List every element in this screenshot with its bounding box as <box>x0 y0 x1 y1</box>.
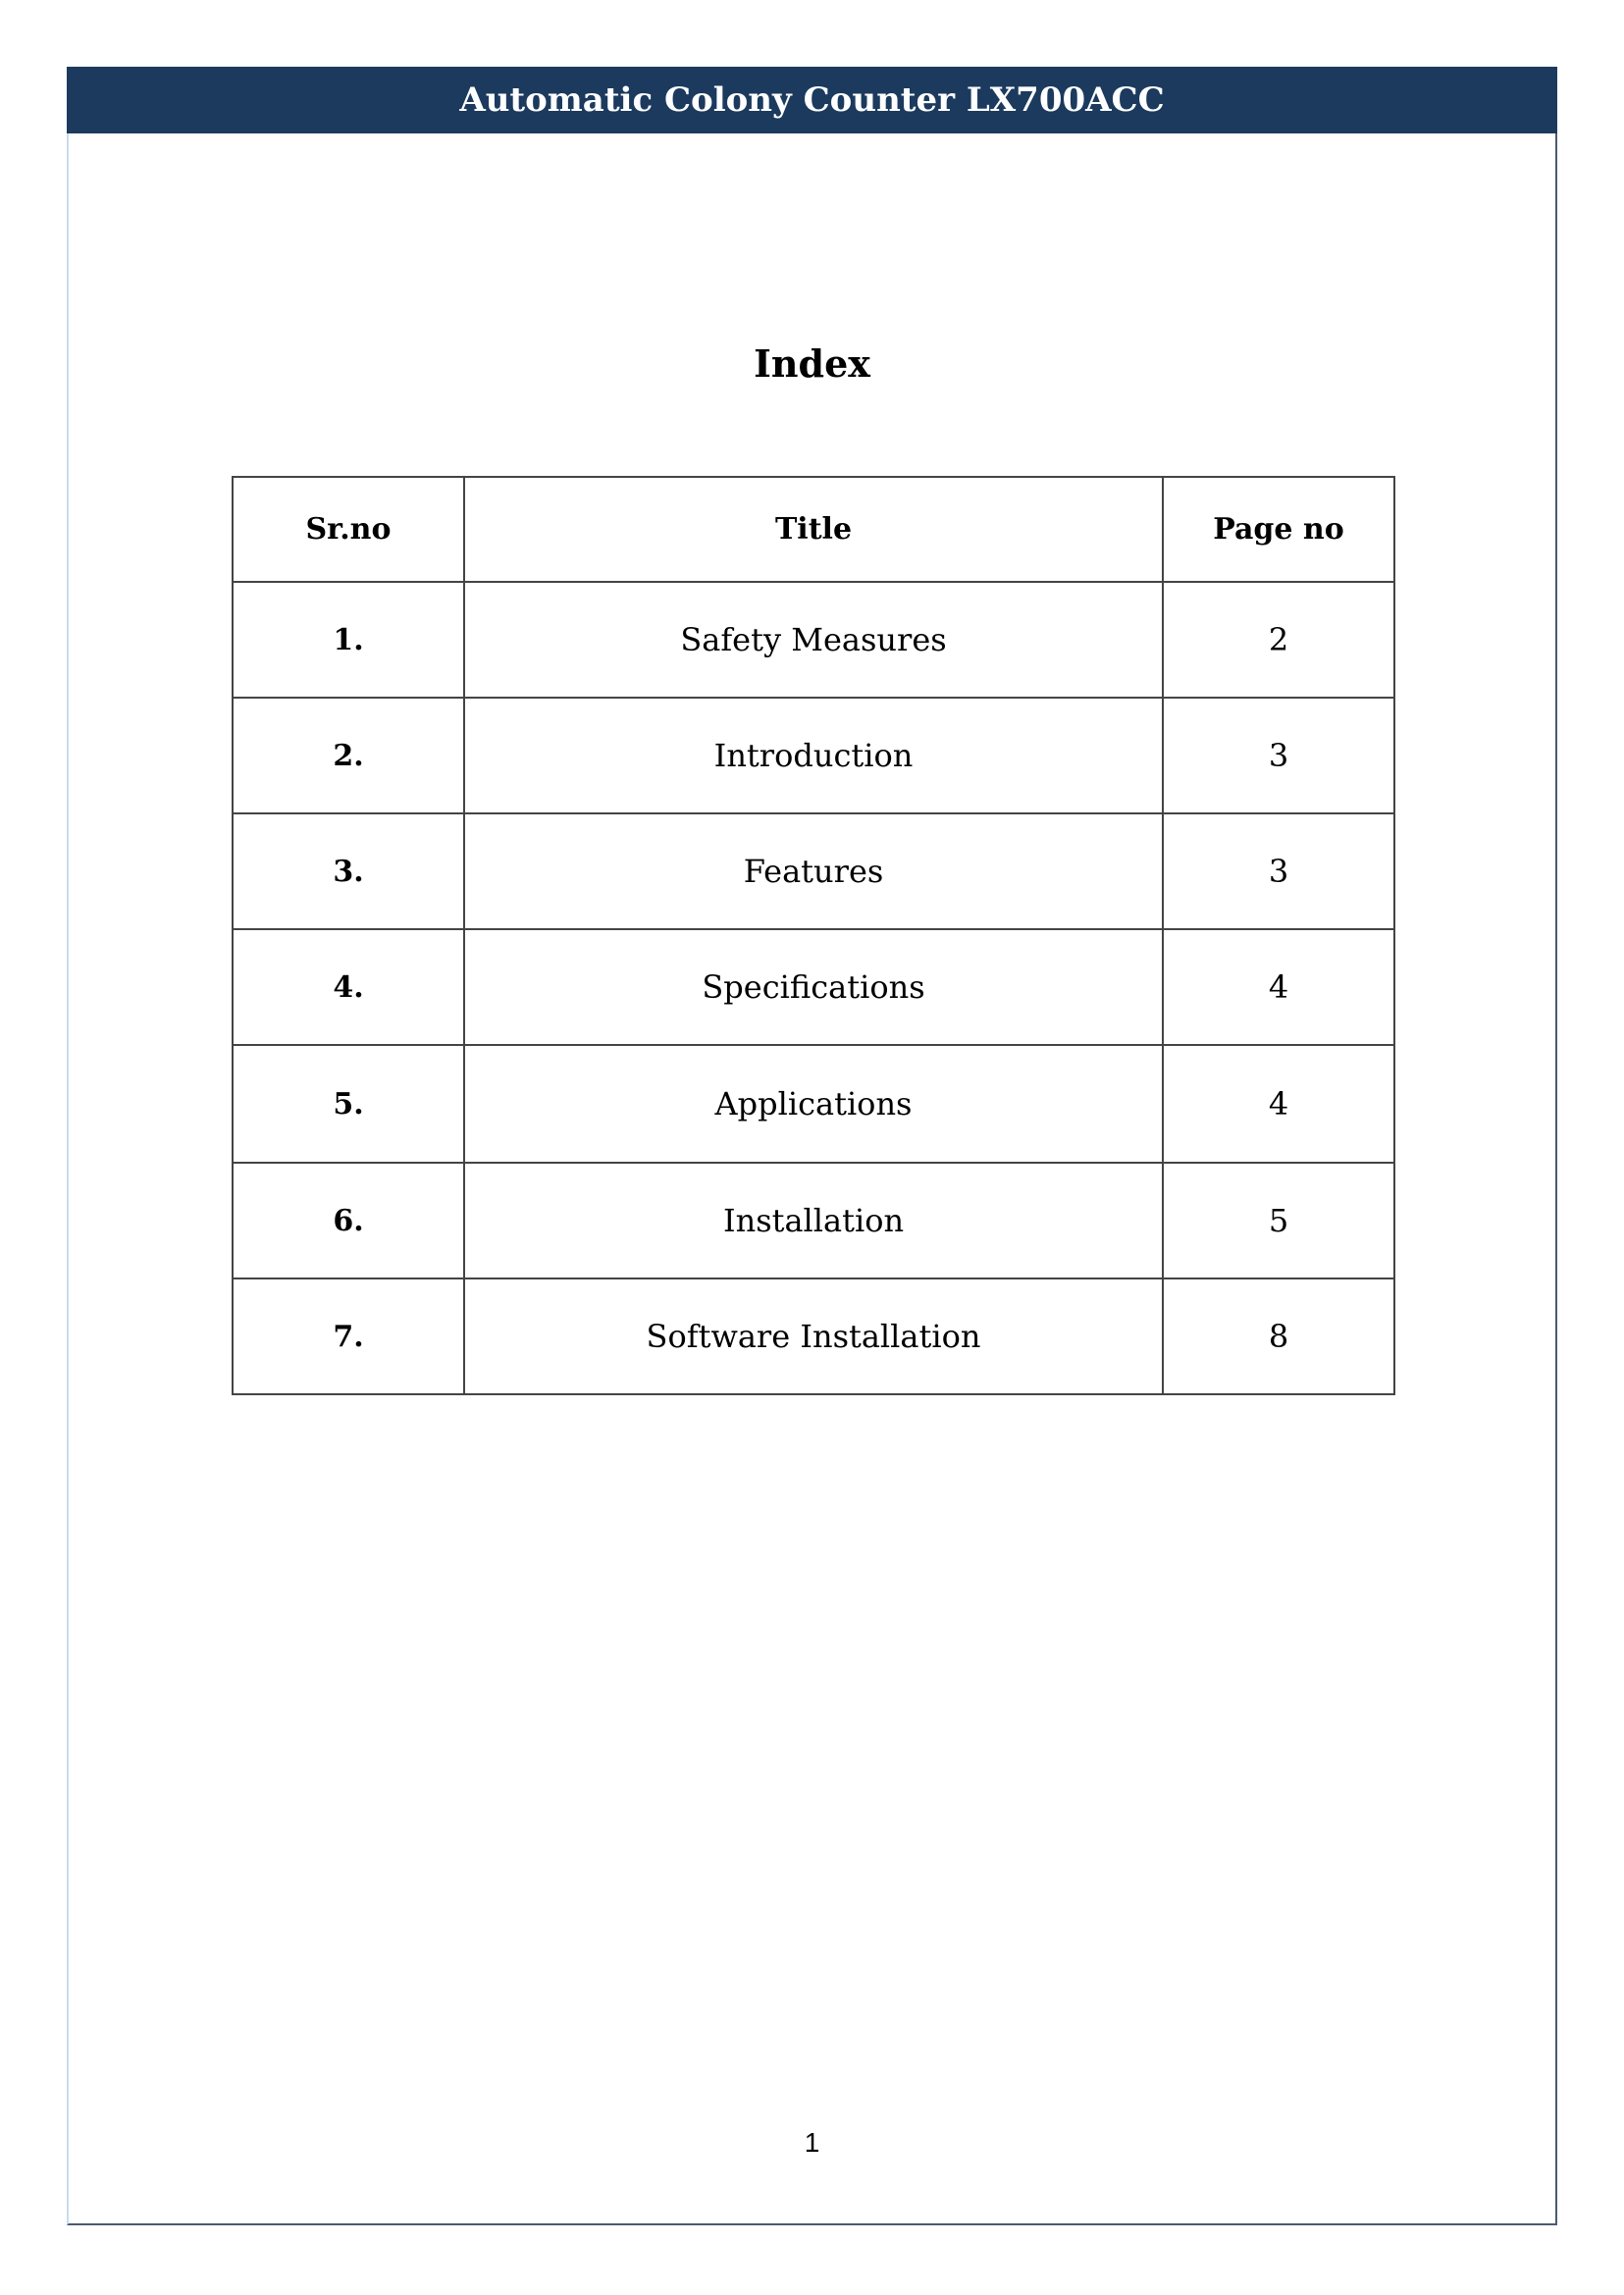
row-page-no: 5 <box>1163 1163 1394 1278</box>
table-row <box>233 1163 1394 1278</box>
row-srno: 3. <box>233 813 464 929</box>
table-row <box>233 929 1394 1045</box>
table-row <box>233 698 1394 813</box>
column-header-srno: Sr.no <box>233 477 464 582</box>
row-page-no: 3 <box>1163 813 1394 929</box>
row-page-no: 2 <box>1163 582 1394 698</box>
row-page-no: 3 <box>1163 698 1394 813</box>
row-title: Installation <box>464 1163 1163 1278</box>
table-header-row <box>233 477 1394 582</box>
row-srno: 4. <box>233 929 464 1045</box>
column-header-title: Title <box>464 477 1163 582</box>
index-table <box>232 476 1395 1395</box>
row-srno: 7. <box>233 1278 464 1394</box>
row-title: Applications <box>464 1045 1163 1163</box>
document-header <box>67 67 1557 133</box>
column-header-page-no: Page no <box>1163 477 1394 582</box>
row-page-no: 8 <box>1163 1278 1394 1394</box>
row-srno: 5. <box>233 1045 464 1163</box>
document-title: Automatic Colony Counter LX700ACC <box>459 80 1165 120</box>
row-page-no: 4 <box>1163 929 1394 1045</box>
page-number: 1 <box>804 2127 820 2158</box>
table-row <box>233 813 1394 929</box>
row-title: Features <box>464 813 1163 929</box>
row-srno: 1. <box>233 582 464 698</box>
row-title: Safety Measures <box>464 582 1163 698</box>
row-page-no: 4 <box>1163 1045 1394 1163</box>
row-title: Specifications <box>464 929 1163 1045</box>
table-row <box>233 1278 1394 1394</box>
row-title: Introduction <box>464 698 1163 813</box>
row-srno: 6. <box>233 1163 464 1278</box>
row-srno: 2. <box>233 698 464 813</box>
index-heading: Index <box>754 341 870 386</box>
table-row <box>233 582 1394 698</box>
row-title: Software Installation <box>464 1278 1163 1394</box>
table-row <box>233 1045 1394 1163</box>
